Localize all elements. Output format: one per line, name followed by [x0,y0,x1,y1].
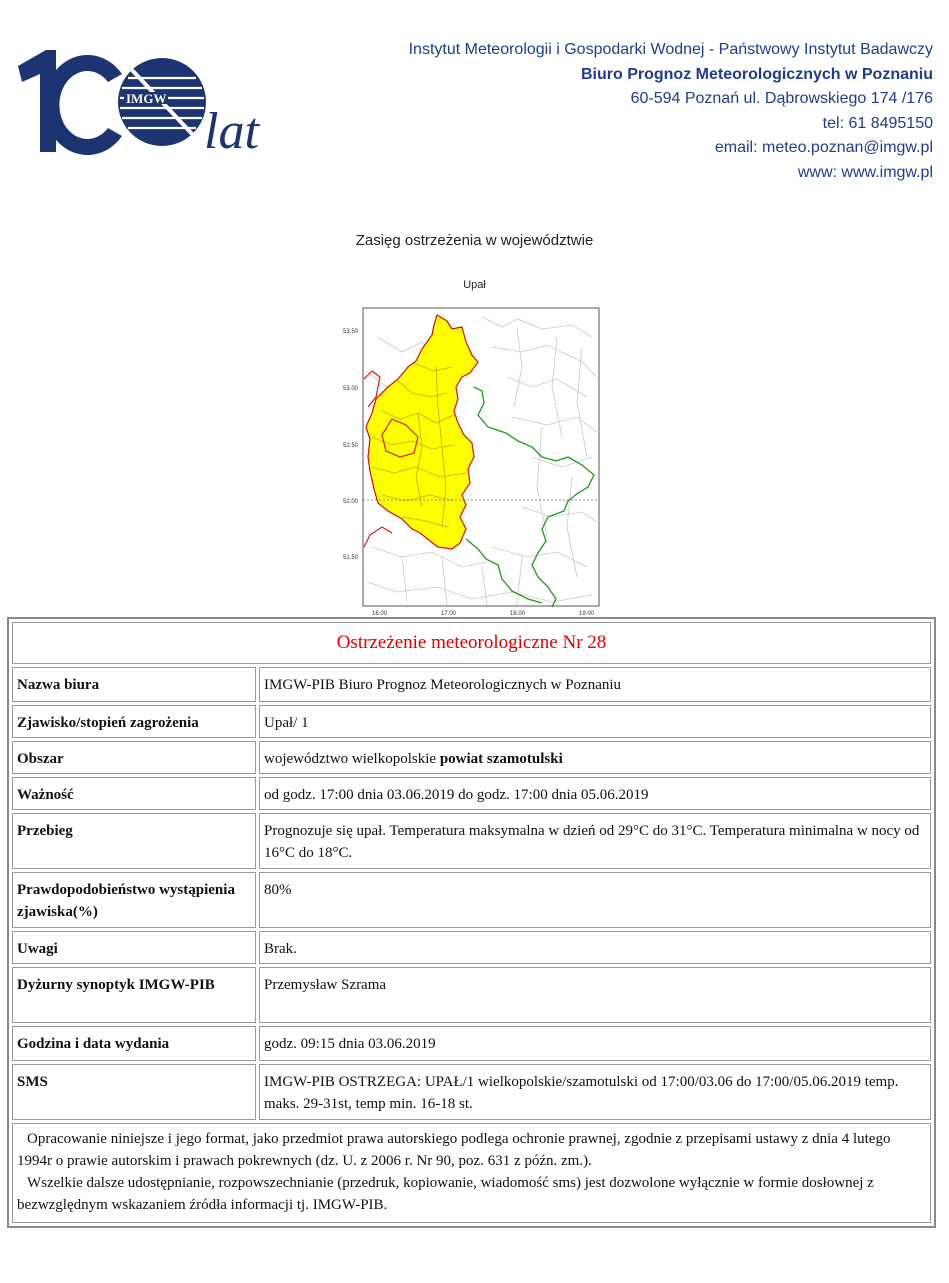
row-label-issued: Godzina i data wydania [12,1026,256,1061]
row-value-synoptician: Przemysław Szrama [259,967,931,1023]
office-website[interactable]: www: www.imgw.pl [797,163,933,181]
table-row [12,813,931,869]
copyright-paragraph: Opracowanie niniejsze i jego format, jako przedmiot prawa autorskiego podlega ochronie prawnej, zgodnie z przepisami ustawy z dnia 4 lutego 1994r o prawie autorskim i prawach pokrewnych (dz. U. z 2006 r. Nr 90, poz. 631 z późn. zm.). [17,1131,891,1169]
map-caption: Zasięg ostrzeżenia w województwie [355,232,594,249]
row-value-validity: od godz. 17:00 dnia 03.06.2019 do godz. 17:00 dnia 05.06.2019 [259,777,931,810]
institute-contact-block [313,38,933,185]
distribution-paragraph: Wszelkie dalsze udostępnianie, rozpowszechnianie (przedruk, kopiowanie, wiadomość sms) jest dozwolone wyłącznie w formie dosłownej z bezwzględnym wskazaniem źródła informacji tj. IMGW-PIB. [17,1175,874,1213]
y-tick-label: 52.00 [343,499,359,505]
warning-title: Ostrzeżenie meteorologiczne Nr 28 [12,622,931,664]
row-label-course: Przebieg [12,813,256,869]
row-value-area [259,741,931,774]
row-value-issued: godz. 09:15 dnia 03.06.2019 [259,1026,931,1061]
row-value-remarks: Brak. [259,931,931,964]
y-tick-label: 53.50 [343,329,359,335]
logo-brand-text: IMGW [126,91,167,106]
table-row [12,741,931,774]
area-region-text: województwo wielkopolskie [264,751,437,767]
table-row [12,705,931,738]
row-label-office: Nazwa biura [12,667,256,702]
row-value-office: IMGW-PIB Biuro Prognoz Meteorologicznych w Poznaniu [259,667,931,702]
row-label-sms: SMS [12,1064,256,1120]
y-tick-label: 52.50 [343,443,359,449]
row-label-validity: Ważność [12,777,256,810]
warning-table [7,617,936,1228]
map-phenomenon-label: Upał [463,279,486,291]
table-row [12,967,931,1023]
row-value-sms: IMGW-PIB OSTRZEGA: UPAŁ/1 wielkopolskie/szamotulski od 17:00/03.06 do 17:00/05.06.2019 temp. maks. 29-31st, temp min. 16-18 st. [259,1064,931,1120]
row-label-remarks: Uwagi [12,931,256,964]
row-label-synoptician: Dyżurny synoptyk IMGW-PIB [12,967,256,1023]
y-tick-label: 53.00 [343,386,359,392]
office-address: 60-594 Poznań ul. Dąbrowskiego 174 /176 [630,90,933,107]
table-row [12,872,931,928]
office-phone: tel: 61 8495150 [822,114,933,132]
table-row [12,1026,931,1061]
row-label-probability: Prawdopodobieństwo wystąpienia zjawiska(%) [12,872,256,928]
table-row [12,1064,931,1120]
row-value-probability: 80% [259,872,931,928]
imgw-100-lat-logo [12,44,274,166]
row-label-area: Obszar [12,741,256,774]
office-name: Biuro Prognoz Meteorologicznych w Poznaniu [580,65,933,83]
warning-area-map [342,307,612,619]
table-row [12,667,931,702]
institute-name: Instytut Meteorologii i Gospodarki Wodnej - Państwowy Instytut Badawczy [408,41,933,58]
office-email[interactable]: email: meteo.poznan@imgw.pl [714,139,933,156]
copyright-notice [12,1123,931,1223]
x-tick-label: 19.00 [579,611,595,617]
x-tick-label: 18.00 [510,611,526,617]
row-value-phenomenon: Upał/ 1 [259,705,931,738]
table-row [12,931,931,964]
x-tick-label: 17.00 [441,611,457,617]
logo-suffix-text: lat [204,103,259,160]
y-tick-label: 51.50 [343,555,359,561]
x-tick-label: 16.00 [372,611,388,617]
row-value-course: Prognozuje się upał. Temperatura maksymalna w dzień od 29°C do 31°C. Temperatura minimalna w nocy od 16°C do 18°C. [259,813,931,869]
area-county-text: powiat szamotulski [439,751,563,767]
table-row [12,777,931,810]
row-label-phenomenon: Zjawisko/stopień zagrożenia [12,705,256,738]
